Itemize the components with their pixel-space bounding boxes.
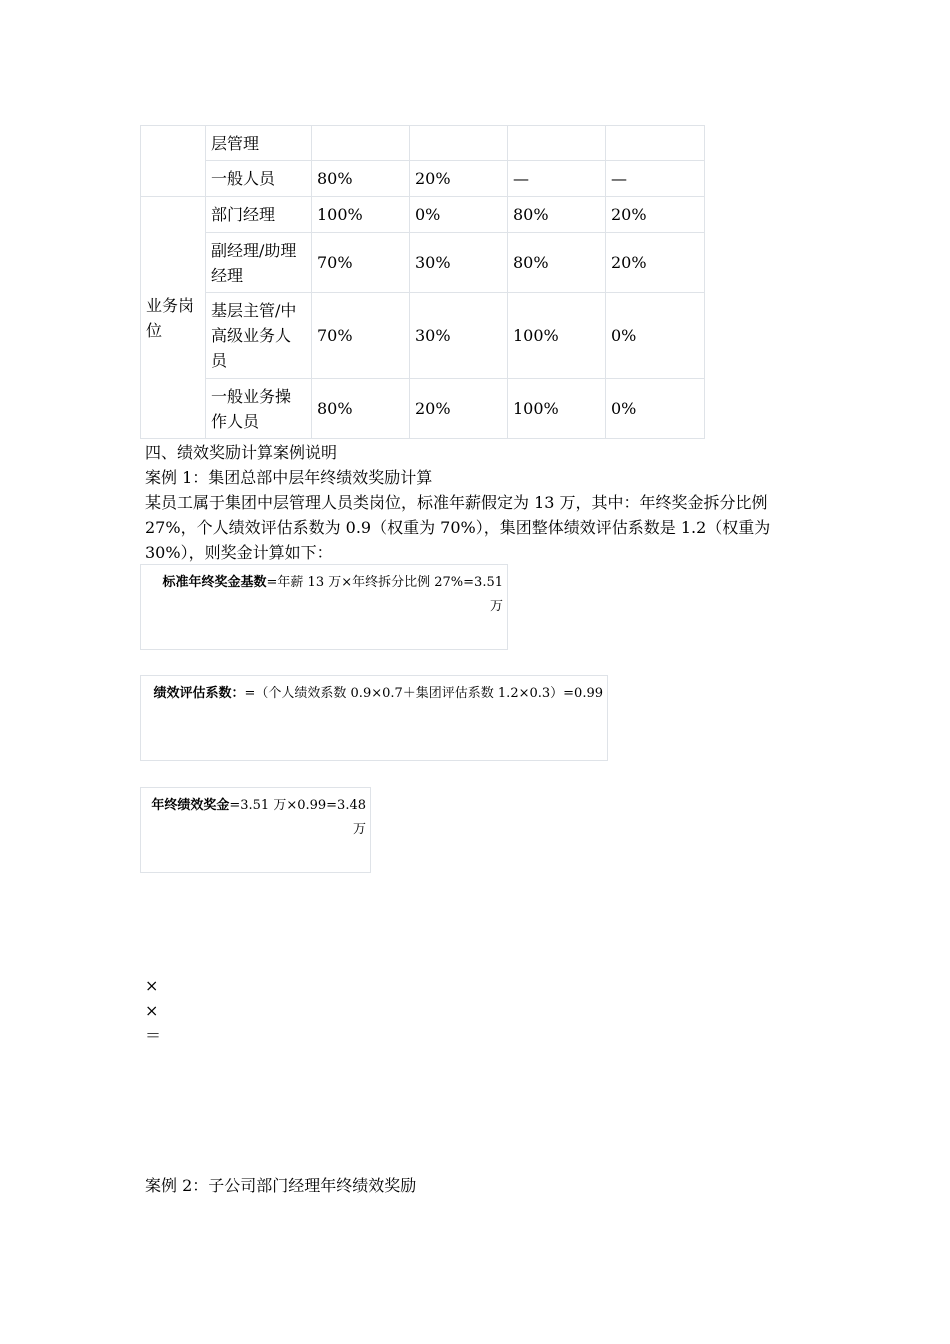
table-row: [141, 379, 705, 439]
table-cell: [312, 126, 410, 161]
table-row: [141, 161, 705, 197]
case1-body: 某员工属于集团中层管理人员类岗位，标准年薪假定为 13 万，其中：年终奖金拆分比例 27%，个人绩效评估系数为 0.9（权重为 70%），集团整体绩效评估系数是 1.2（权重为 30%），则奖金计算如下：: [145, 493, 771, 562]
allocation-table: [140, 125, 705, 439]
table-cell: —: [508, 161, 606, 197]
table-row: [141, 197, 705, 233]
table-row: [141, 233, 705, 293]
table-cell: 80%: [508, 197, 606, 233]
formula-label: 绩效评估系数：: [153, 686, 245, 701]
table-cell: 30%: [410, 293, 508, 379]
table-cell: 100%: [508, 379, 606, 439]
formula-box-base: [140, 564, 508, 650]
equals-symbol: ＝: [145, 1026, 162, 1045]
case2-title: 案例 2：子公司部门经理年终绩效奖励: [145, 1176, 417, 1195]
table-cell: 副经理/助理经理: [206, 233, 312, 293]
table-cell: 80%: [312, 161, 410, 197]
table-cell: 0%: [606, 379, 705, 439]
table-cell: 70%: [312, 293, 410, 379]
formula-box-bonus: [140, 787, 371, 873]
table-cell: 80%: [508, 233, 606, 293]
table-cell: 基层主管/中高级业务人员: [206, 293, 312, 379]
table-cell: 部门经理: [206, 197, 312, 233]
table-cell: 20%: [410, 379, 508, 439]
table-cell: 0%: [410, 197, 508, 233]
table-cell: 100%: [312, 197, 410, 233]
formula-text: =3.51 万×0.99=3.48 万: [229, 798, 366, 837]
table-cell: 100%: [508, 293, 606, 379]
formula-label: 年终绩效奖金: [151, 798, 230, 813]
table-row: [141, 293, 705, 379]
table-cell: —: [606, 161, 705, 197]
formula-text: =（个人绩效系数 0.9×0.7＋集团评估系数 1.2×0.3）=0.99: [244, 686, 603, 701]
table-cell: 30%: [410, 233, 508, 293]
table-cell: 20%: [410, 161, 508, 197]
multiply-symbol: ×: [145, 1001, 159, 1020]
section-title: 四、绩效奖励计算案例说明: [145, 443, 338, 462]
table-cell: [508, 126, 606, 161]
group-label-cell: 业务岗位: [141, 197, 206, 439]
table-cell: 20%: [606, 233, 705, 293]
table-cell: [410, 126, 508, 161]
formula-label: 标准年终奖金基数: [162, 575, 267, 590]
formula-box-coefficient: [140, 675, 608, 761]
formula-text: =年薪 13 万×年终拆分比例 27%=3.51 万: [266, 575, 503, 614]
table-cell: 0%: [606, 293, 705, 379]
table-cell: 70%: [312, 233, 410, 293]
table-cell: 80%: [312, 379, 410, 439]
table-cell: 一般业务操作人员: [206, 379, 312, 439]
table-cell: 层管理: [206, 126, 312, 161]
case1-title: 案例 1：集团总部中层年终绩效奖励计算: [145, 468, 433, 487]
table-row: [141, 126, 705, 161]
table-cell: [606, 126, 705, 161]
multiply-symbol: ×: [145, 976, 159, 995]
table-cell: 20%: [606, 197, 705, 233]
table-cell: 一般人员: [206, 161, 312, 197]
table-cell: [141, 126, 206, 197]
